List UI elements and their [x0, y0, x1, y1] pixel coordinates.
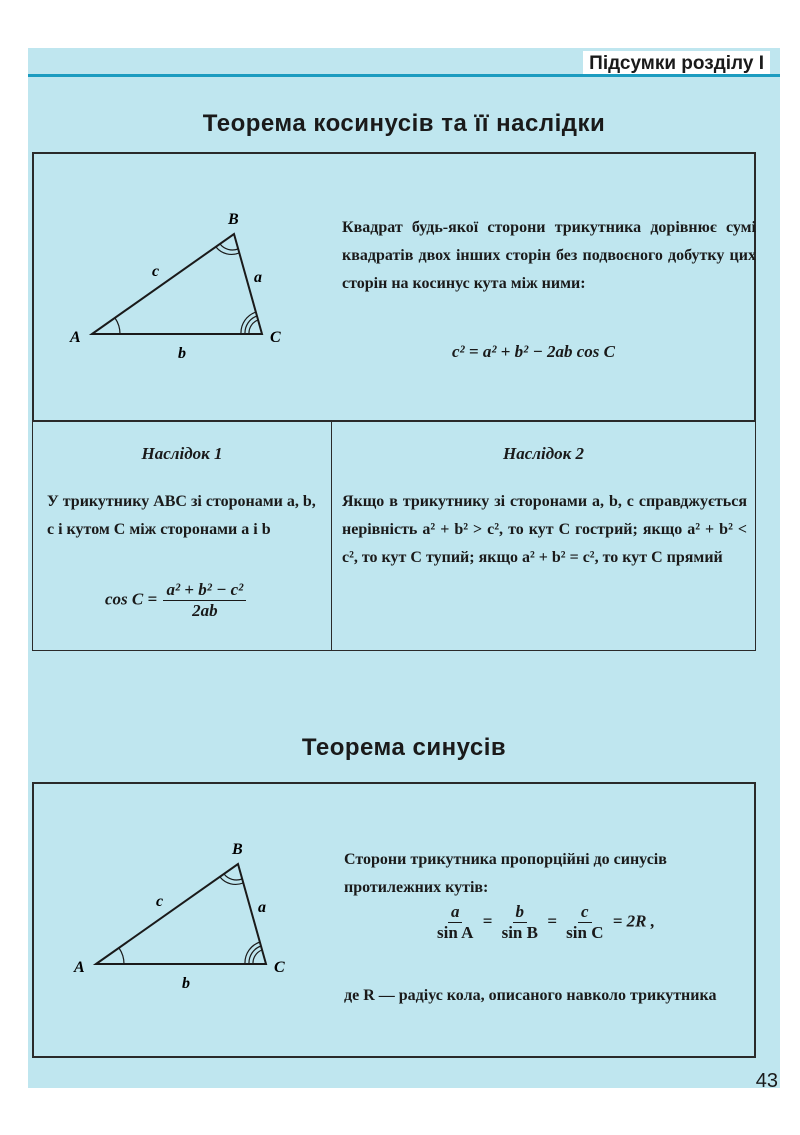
- side-c-label: c: [156, 893, 164, 910]
- sine-theorem-statement: Сторони трикутника пропорційні до синусів протилежних кутів:: [344, 851, 667, 896]
- cos-c-label: cos C =: [105, 589, 158, 609]
- ratio-result: = 2R ,: [612, 911, 656, 931]
- fraction-a-num: a: [448, 902, 463, 923]
- fraction-denominator: 2ab: [192, 601, 218, 620]
- sine-theorem-note: де R — радіус кола, описаного навколо трикутника: [344, 987, 717, 1004]
- angle-b-arc-2: [220, 877, 243, 884]
- fraction-b: [499, 902, 541, 943]
- fraction-a: [434, 902, 476, 943]
- vertex-b-label: B: [228, 211, 239, 228]
- fraction-c-num: c: [578, 902, 592, 923]
- fraction-b-den: sin B: [501, 923, 538, 942]
- page-background: [28, 48, 780, 1088]
- angle-c-arc: [253, 950, 262, 964]
- vertex-a-label: A: [70, 329, 81, 346]
- sine-theorem-box: [32, 782, 756, 1058]
- angle-a-arc: [115, 318, 120, 334]
- fraction-b-num: b: [513, 902, 528, 923]
- corollary-1-fraction: [163, 580, 246, 621]
- corollary-1-text: У трикутнику ABC зі сторонами a, b, c і кутом C між сторонами a і b: [47, 493, 316, 538]
- side-a-label: a: [254, 269, 262, 286]
- corollary-2-cell: [331, 421, 756, 651]
- sine-triangle-figure: [66, 832, 316, 992]
- cosine-theorem-formula: c² = a² + b² − 2ab cos C: [452, 342, 616, 361]
- equals-sign-1: =: [482, 911, 493, 931]
- cosine-theorem-title: Теорема косинусів та її наслідки: [202, 110, 606, 137]
- corollary-1-title: Наслідок 1: [141, 444, 223, 463]
- angle-c-arc: [249, 320, 258, 334]
- vertex-c-label: C: [270, 329, 281, 346]
- angle-b-arc: [224, 874, 242, 880]
- corollary-1-formula: [105, 580, 248, 621]
- vertex-a-label: A: [74, 959, 85, 976]
- fraction-a-den: sin A: [437, 923, 474, 942]
- vertex-c-label: C: [274, 959, 285, 976]
- fraction-numerator: a² + b² − c²: [163, 580, 246, 601]
- corollary-2-text: Якщо в трикутнику зі сторонами a, b, c справджується нерівність a² + b² > c², то кут C гострий; якщо a² + b² < c², то кут C тупий; якщо a² + b² = c², то кут C прямий: [342, 493, 747, 566]
- angle-a-arc: [119, 948, 124, 964]
- page-number: 43: [755, 1070, 778, 1092]
- cosine-theorem-statement: Квадрат будь-якої сторони трикутника дорівнює сумі квадратів двох інших сторін без подвоєного добутку цих сторін на косинус кута між ними:: [342, 219, 756, 292]
- header-divider: [28, 74, 780, 77]
- side-b-label: b: [182, 975, 190, 992]
- sine-theorem-formula: [432, 902, 655, 943]
- cosine-theorem-box: [32, 152, 756, 422]
- vertex-b-label: B: [232, 841, 243, 858]
- cosine-triangle-figure: [62, 202, 312, 362]
- side-b-label: b: [178, 345, 186, 362]
- angle-b-arc-2: [216, 247, 239, 254]
- fraction-c-den: sin C: [566, 923, 604, 942]
- side-c-label: c: [152, 263, 160, 280]
- section-header-title: Підсумки розділу I: [583, 51, 770, 77]
- side-a-label: a: [258, 899, 266, 916]
- corollary-1-cell: [32, 421, 332, 651]
- angle-b-arc: [220, 244, 238, 250]
- fraction-c: [563, 902, 606, 943]
- sine-theorem-title: Теорема синусів: [301, 734, 507, 761]
- equals-sign-2: =: [547, 911, 557, 931]
- corollary-2-title: Наслідок 2: [502, 444, 584, 463]
